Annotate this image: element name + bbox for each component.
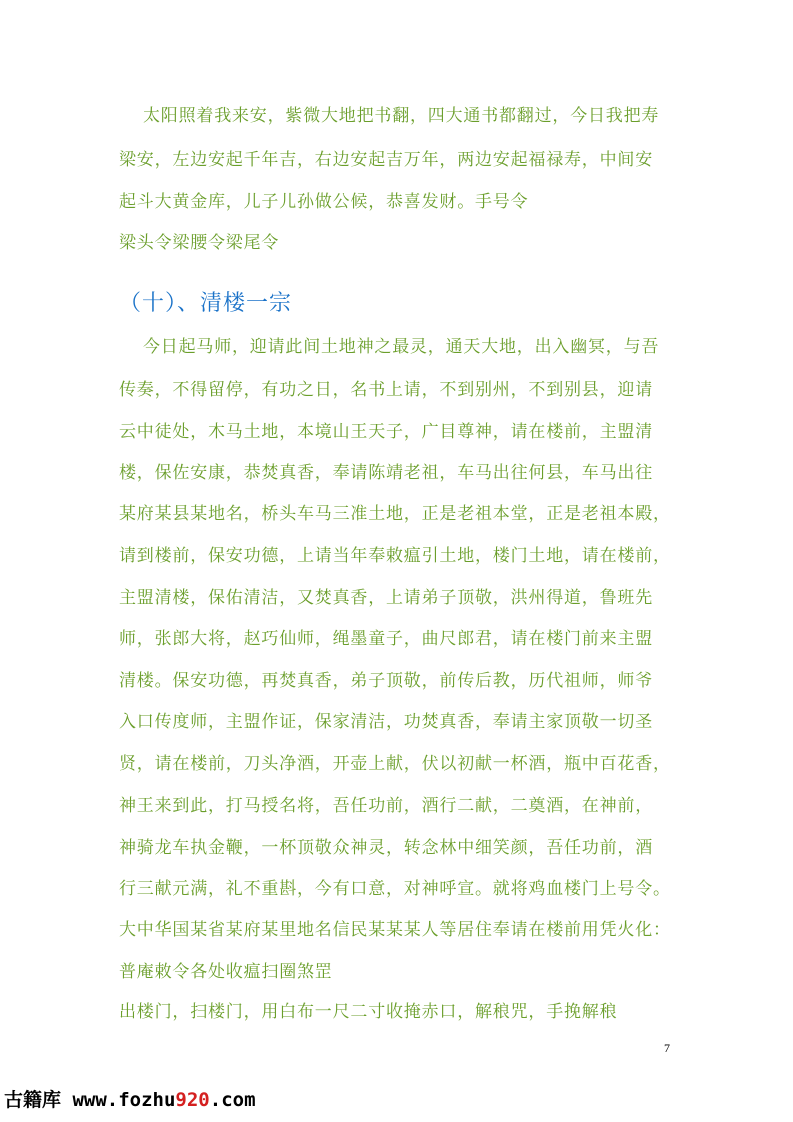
- section-heading: （十）、清楼一宗: [119, 291, 293, 316]
- paragraph-2-line-3: 云中徒处，木马土地，本境山王天子，广目尊神，请在楼前，主盟清: [119, 422, 653, 442]
- paragraph-2-line-15: 大中华国某省某府某里地名信民某某某人等居住奉请在楼前用凭火化：: [119, 920, 671, 940]
- paragraph-1-line-1: 太阳照着我来安，紫微大地把书翻，四大通书都翻过，今日我把寿: [143, 106, 660, 126]
- paragraph-2-line-13: 神骑龙车执金鞭，一杯顶敬众神灵，转念林中细笑颜，吾任功前，酒: [119, 838, 653, 858]
- paragraph-2-line-17: 出楼门，扫楼门，用白布一尺二寸收掩赤口，解稂咒，手挽解稂: [119, 1002, 618, 1022]
- paragraph-2-line-9: 清楼。保安功德，再焚真香，弟子顶敬，前传后教，历代祖师，师爷: [119, 671, 653, 691]
- paragraph-2-line-10: 入口传度师，主盟作证，保家清洁，功焚真香，奉请主家顶敬一切圣: [119, 712, 653, 732]
- watermark-url-suffix: .com: [209, 1089, 256, 1111]
- paragraph-1-line-4: 梁头令梁腰令梁尾令: [119, 233, 280, 253]
- paragraph-2-line-16: 普庵敕令各处收瘟扫圈煞罡: [119, 962, 333, 982]
- site-watermark: [4, 1088, 256, 1112]
- watermark-site-name: 古籍库: [4, 1089, 62, 1111]
- paragraph-2-line-11: 贤，请在楼前，刀头净酒，开壶上献，伏以初献一杯酒，瓶中百花香，: [119, 754, 671, 774]
- page-number: 7: [664, 1041, 670, 1055]
- paragraph-2-line-8: 师，张郎大将，赵巧仙师，绳墨童子，曲尺郎君，请在楼门前来主盟: [119, 629, 653, 649]
- paragraph-2-line-7: 主盟清楼，保佑清洁，又焚真香，上请弟子顶敬，洪州得道，鲁班先: [119, 588, 653, 608]
- paragraph-2-line-12: 神王来到此，打马授名将，吾任功前，酒行二献，二奠酒，在神前，: [119, 796, 653, 816]
- paragraph-2-line-4: 楼，保佐安康，恭焚真香，奉请陈靖老祖，车马出往何县，车马出往: [119, 463, 653, 483]
- watermark-url-prefix: www.fozhu: [72, 1089, 176, 1111]
- paragraph-2-line-14: 行三献元满，礼不重斟，今有口意，对神呼宣。就将鸡血楼门上号令。: [119, 879, 671, 899]
- paragraph-1-line-3: 起斗大黄金库，儿子儿孙做公候，恭喜发财。手号令: [119, 192, 529, 212]
- paragraph-2-line-1: 今日起马师，迎请此间土地神之最灵，通天大地，出入幽冥，与吾: [143, 337, 660, 357]
- paragraph-2-line-5: 某府某县某地名，桥头车马三准土地，正是老祖本堂，正是老祖本殿，: [119, 504, 671, 524]
- paragraph-2-line-6: 请到楼前，保安功德，上请当年奉敕瘟引土地，楼门土地，请在楼前，: [119, 546, 671, 566]
- watermark-url-number: 920: [175, 1089, 210, 1111]
- paragraph-1-line-2: 梁安，左边安起千年吉，右边安起吉万年，两边安起福禄寿，中间安: [119, 150, 653, 170]
- paragraph-2-line-2: 传奏，不得留停，有功之日，名书上请，不到别州，不到别县，迎请: [119, 380, 653, 400]
